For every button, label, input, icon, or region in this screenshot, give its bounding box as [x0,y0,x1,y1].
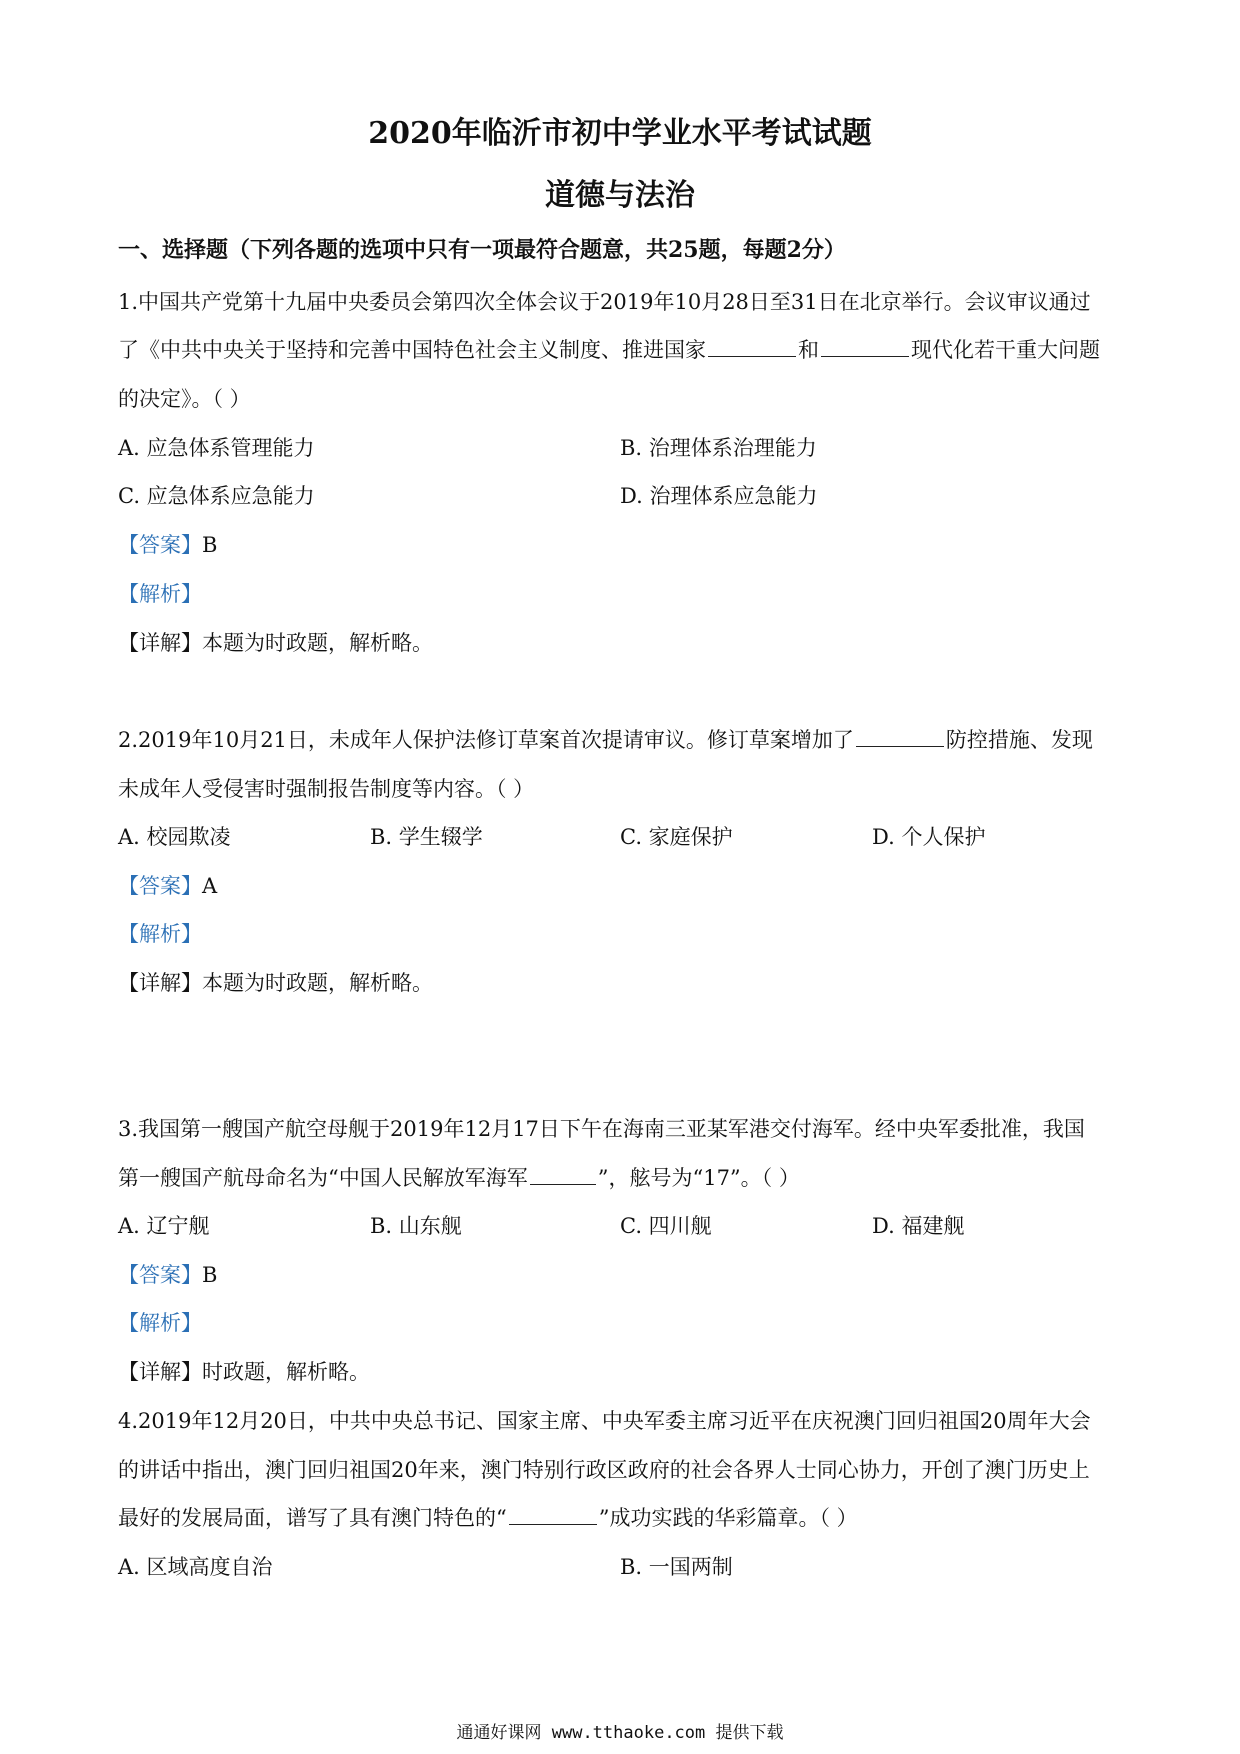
q4-option-b: B. 一国两制 [620,1555,733,1579]
exam-subtitle: 道德与法治 [545,178,695,213]
q1-analysis: 【解析】 [118,582,202,606]
q2-analysis: 【解析】 [118,922,202,946]
q1-line-1: 1.中国共产党第十九届中央委员会第四次全体会议于2019年10月28日至31日在北京举行。会议审议通过 [118,290,1091,314]
answer-label: 【答案】 [118,1263,202,1287]
q3-analysis: 【解析】 [118,1311,202,1335]
q4-blank [509,1504,597,1525]
q2-option-c: C. 家庭保护 [620,825,733,849]
q2-line-2: 未成年人受侵害时强制报告制度等内容。（ ） [118,777,535,801]
q2-detail: 【详解】本题为时政题，解析略。 [118,971,433,995]
q1-detail: 【详解】本题为时政题，解析略。 [118,631,433,655]
q2-answer [118,870,217,900]
q3-option-b: B. 山东舰 [370,1214,462,1238]
q1-text-b: 和 [798,338,819,362]
answer-label: 【答案】 [118,533,202,557]
q4-line-2: 的讲话中指出，澳门回归祖国20年来，澳门特别行政区政府的社会各界人士同心协力，开创了澳门历史上 [118,1458,1090,1482]
q3-answer [118,1259,217,1289]
answer-value: B [202,533,218,557]
q3-blank [530,1164,596,1185]
q3-text-b: ”，舷号为“17”。（ ） [597,1166,800,1190]
q4-line-1: 4.2019年12月20日，中共中央总书记、国家主席、中央军委主席习近平在庆祝澳门回归祖国20周年大会 [118,1409,1091,1433]
q3-option-d: D. 福建舰 [872,1214,965,1238]
q2-blank [856,726,944,747]
q3-option-a: A. 辽宁舰 [118,1214,210,1238]
answer-value: A [202,874,218,898]
q3-text-a: 第一艘国产航母命名为“中国人民解放军海军 [118,1166,528,1190]
answer-label: 【答案】 [118,874,202,898]
q2-text-a: 2.2019年10月21日，未成年人保护法修订草案首次提请审议。修订草案增加了 [118,728,854,752]
q2-text-b: 防控措施、发现 [945,728,1093,752]
q4-line-3 [118,1502,858,1532]
q3-line-1: 3.我国第一艘国产航空母舰于2019年12月17日下午在海南三亚某军港交付海军。经中央军委批准，我国 [118,1117,1085,1141]
q3-line-2 [118,1162,800,1192]
q1-option-c: C. 应急体系应急能力 [118,484,315,508]
q1-answer [118,529,217,559]
q3-detail: 【详解】时政题，解析略。 [118,1360,370,1384]
q2-option-d: D. 个人保护 [872,825,986,849]
q2-option-a: A. 校园欺凌 [118,825,231,849]
q2-line-1 [118,724,1093,754]
q4-text-a: 最好的发展局面，谱写了具有澳门特色的“ [118,1506,507,1530]
q1-option-a: A. 应急体系管理能力 [118,436,315,460]
exam-title: 2020年临沂市初中学业水平考试试题 [368,116,872,151]
q4-option-a: A. 区域高度自治 [118,1555,273,1579]
q1-line-2 [118,334,1100,364]
q1-line-3: 的决定》。（ ） [118,387,251,411]
q1-blank-2 [821,336,909,357]
section-heading: 一、选择题（下列各题的选项中只有一项最符合题意，共25题，每题2分） [118,237,846,263]
q1-option-d: D. 治理体系应急能力 [620,484,818,508]
q3-option-c: C. 四川舰 [620,1214,712,1238]
page-footer: 通通好课网 www.tthaoke.com 提供下载 [456,1723,784,1743]
q2-option-b: B. 学生辍学 [370,825,483,849]
q4-text-b: ”成功实践的华彩篇章。（ ） [598,1506,858,1530]
q1-option-b: B. 治理体系治理能力 [620,436,817,460]
q1-text-a: 了《中共中央关于坚持和完善中国特色社会主义制度、推进国家 [118,338,706,362]
q1-text-c: 现代化若干重大问题 [911,338,1100,362]
q1-blank-1 [708,336,796,357]
answer-value: B [202,1263,218,1287]
